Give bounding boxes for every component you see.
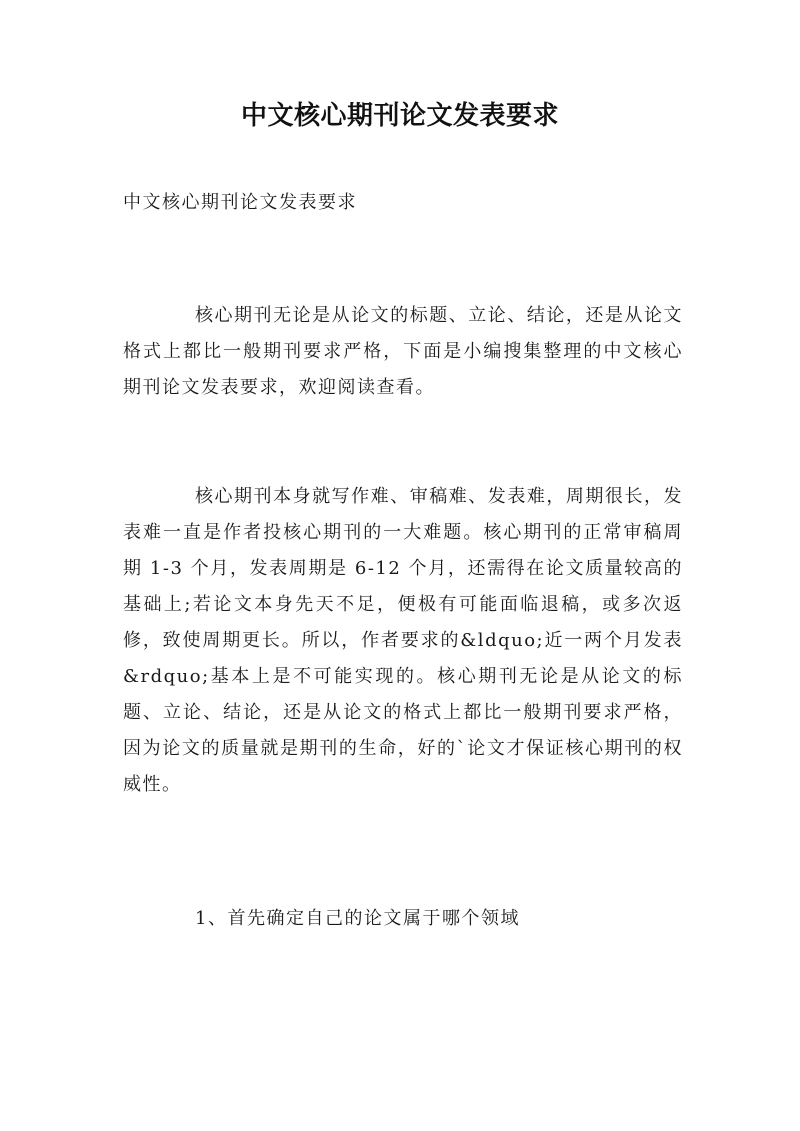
document-subtitle: 中文核心期刊论文发表要求 [123,192,357,213]
body-paragraph: 核心期刊本身就写作难、审稿难、发表难，周期很长，发表难一直是作者投核心期刊的一大难题。核心期刊的正常审稿周期 1-3 个月，发表周期是 6-12 个月，还需得在论文质量较高的基础上;若论文本身先天不足，便极有可能面临退稿，或多次返修，致使周期更长。所以，作者要求的&ldquo;近一两个月发表&rdquo;基本上是不可能实现的。核心期刊无论是从论文的标题、立论、结论，还是从论文的格式上都比一般期刊要求严格，因为论文的质量就是期刊的生命，好的`论文才保证核心期刊的权威性。 [123,486,683,795]
document-title: 中文核心期刊论文发表要求 [240,101,559,131]
intro-paragraph: 核心期刊无论是从论文的标题、立论、结论，还是从论文格式上都比一般期刊要求严格，下面是小编搜集整理的中文核心期刊论文发表要求，欢迎阅读查看。 [123,305,683,398]
section-heading: 1、首先确定自己的论文属于哪个领域 [195,908,520,929]
